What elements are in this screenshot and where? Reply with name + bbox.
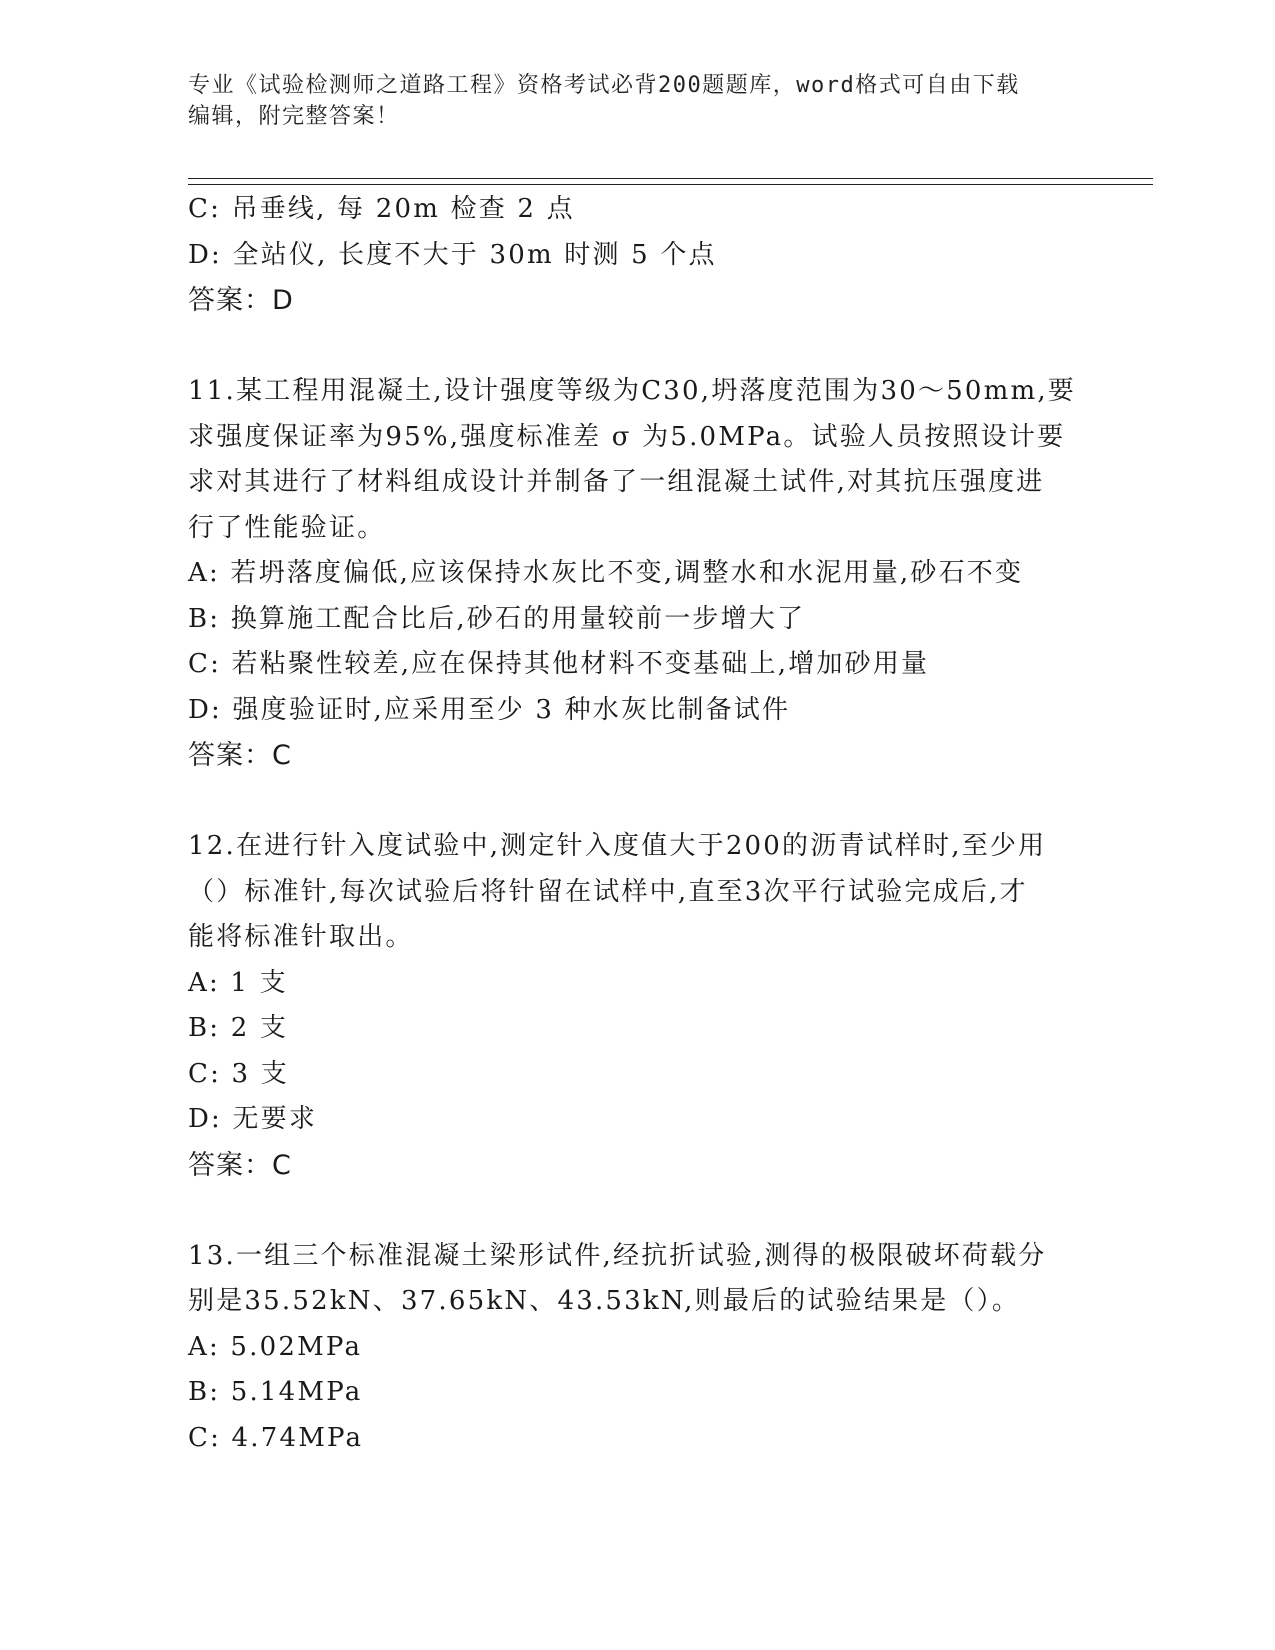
option-c: C: 吊垂线, 每 20m 检查 2 点 [188, 194, 575, 224]
question-12 [188, 824, 1088, 1188]
option-c: C: 4.74MPa [188, 1422, 364, 1453]
header-line-2: 编辑，附完整答案！ [188, 104, 400, 129]
document-header [188, 70, 1088, 132]
option-b: B: 换算施工配合比后,砂石的用量较前一步增大了 [188, 603, 806, 634]
question-13 [188, 1234, 1088, 1462]
question-text-line: 12.在进行针入度试验中,测定针入度值大于200的沥青试样时,至少用 [188, 831, 1047, 861]
answer: 答案：C [188, 740, 292, 771]
question-text-line: 求强度保证率为95%,强度标准差 σ 为5.0MPa。试验人员按照设计要 [188, 421, 1066, 452]
question-text-line: 13.一组三个标准混凝土梁形试件,经抗折试验,测得的极限破坏荷载分 [188, 1240, 1047, 1271]
option-c: C: 若粘聚性较差,应在保持其他材料不变基础上,增加砂用量 [188, 649, 930, 679]
option-d: D: 无要求 [188, 1104, 318, 1134]
answer: 答案：D [188, 285, 294, 316]
question-text-line: 别是35.52kN、37.65kN、43.53kN,则最后的试验结果是（）。 [188, 1286, 1021, 1316]
option-b: B: 5.14MPa [188, 1377, 363, 1407]
option-a: A: 若坍落度偏低,应该保持水灰比不变,调整水和水泥用量,砂石不变 [188, 558, 1024, 588]
question-text-line: 能将标准针取出。 [188, 922, 414, 952]
header-divider-top [188, 178, 1153, 179]
option-c: C: 3 支 [188, 1058, 289, 1089]
header-line-1: 专业《试验检测师之道路工程》资格考试必背200题题库，word格式可自由下载 [188, 73, 1020, 98]
option-d: D: 全站仪, 长度不大于 30m 时测 5 个点 [188, 239, 717, 270]
option-a: A: 5.02MPa [188, 1331, 363, 1362]
spacer [188, 1188, 1088, 1234]
question-11 [188, 369, 1088, 779]
header-divider-bottom [188, 184, 1153, 185]
spacer [188, 779, 1088, 825]
spacer [188, 324, 1088, 370]
option-b: B: 2 支 [188, 1013, 289, 1043]
question-text-line: 行了性能验证。 [188, 512, 386, 543]
option-d: D: 强度验证时,应采用至少 3 种水灰比制备试件 [188, 694, 791, 725]
question-text-line: （）标准针,每次试验后将针留在试样中,直至3次平行试验完成后,才 [188, 876, 1028, 907]
question-text-line: 11.某工程用混凝土,设计强度等级为C30,坍落度范围为30～50mm,要 [188, 376, 1076, 406]
question-content [188, 187, 1088, 1461]
question-text-line: 求对其进行了材料组成设计并制备了一组混凝土试件,对其抗压强度进 [188, 467, 1045, 497]
answer: 答案：C [188, 1149, 292, 1181]
option-a: A: 1 支 [188, 967, 288, 998]
